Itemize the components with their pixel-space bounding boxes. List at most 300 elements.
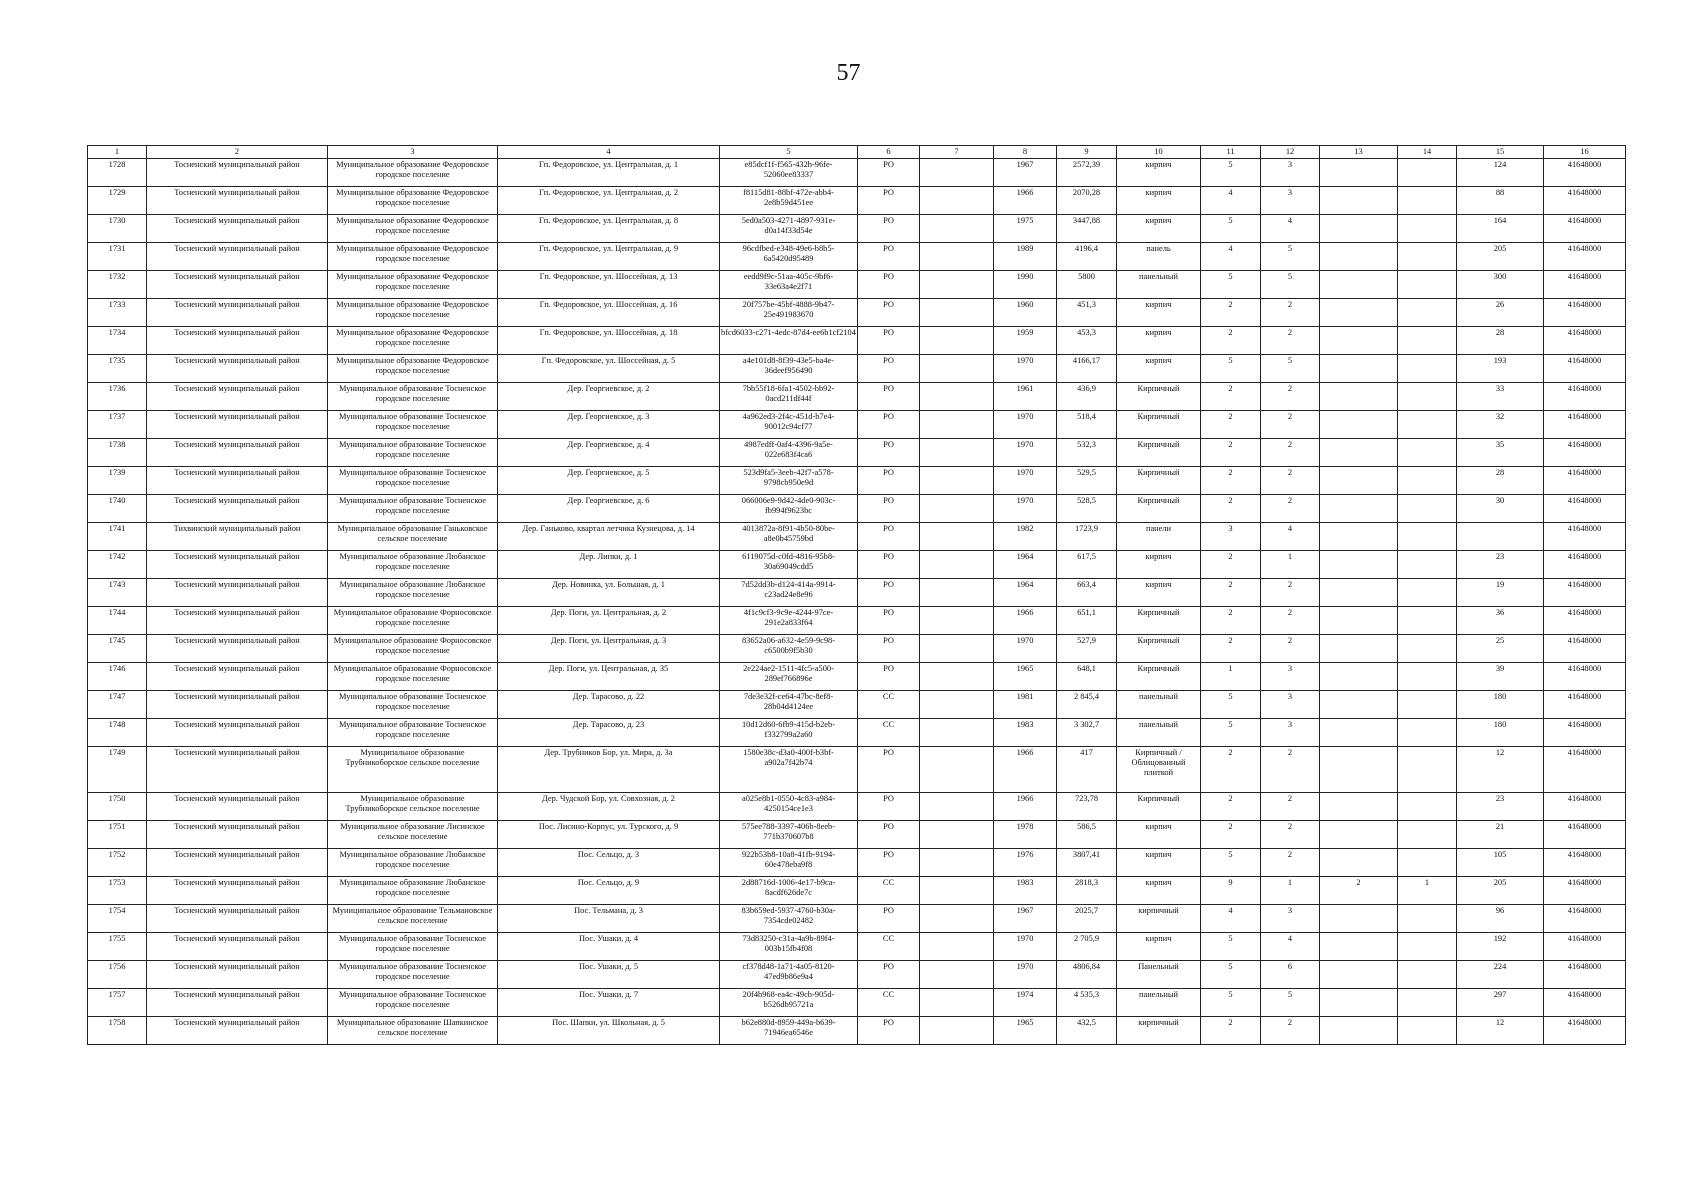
table-cell: [1398, 663, 1457, 691]
table-cell: Гп. Федоровское, ул. Шоссейная, д. 18: [498, 327, 720, 355]
table-cell: 2: [1201, 299, 1261, 327]
table-cell: кирпич: [1117, 159, 1201, 187]
table-cell: [1398, 355, 1457, 383]
table-cell: 1982: [994, 523, 1057, 551]
table-cell: 297: [1457, 989, 1544, 1017]
table-cell: Муниципальное образование Федоровское городское поселение: [328, 327, 498, 355]
table-cell: 2070,28: [1057, 187, 1117, 215]
table-cell: Гп. Федоровское, ул. Шоссейная, д. 16: [498, 299, 720, 327]
table-cell: 1758: [88, 1017, 147, 1045]
table-cell: 2025,7: [1057, 905, 1117, 933]
table-cell: РО: [858, 299, 920, 327]
table-cell: Тосненский муниципальный район: [147, 243, 328, 271]
table-cell: 1: [1261, 877, 1320, 905]
table-cell: РО: [858, 327, 920, 355]
table-cell: 1964: [994, 579, 1057, 607]
table-cell: [1320, 747, 1398, 793]
table-cell: [1320, 905, 1398, 933]
table-row: [88, 551, 1626, 579]
table-cell: 193: [1457, 355, 1544, 383]
table-cell: [920, 411, 994, 439]
table-cell: Тосненский муниципальный район: [147, 821, 328, 849]
column-header: 8: [994, 146, 1057, 159]
table-cell: 23: [1457, 551, 1544, 579]
table-row: [88, 849, 1626, 877]
table-cell: [920, 467, 994, 495]
table-cell: Тихвинский муниципальный район: [147, 523, 328, 551]
table-cell: 41648000: [1544, 691, 1626, 719]
table-cell: 1966: [994, 187, 1057, 215]
table-cell: Тосненский муниципальный район: [147, 1017, 328, 1045]
table-cell: Муниципальное образование Тосненское городское поселение: [328, 933, 498, 961]
table-cell: СС: [858, 877, 920, 905]
table-cell: [1320, 579, 1398, 607]
table-cell: 2: [1261, 821, 1320, 849]
table-cell: Муниципальное образование Федоровское городское поселение: [328, 299, 498, 327]
table-row: [88, 961, 1626, 989]
table-cell: РО: [858, 793, 920, 821]
table-cell: РО: [858, 383, 920, 411]
table-cell: Кирпичный: [1117, 411, 1201, 439]
column-header: 2: [147, 146, 328, 159]
table-cell: [1320, 989, 1398, 1017]
table-cell: 164: [1457, 215, 1544, 243]
table-cell: 1755: [88, 933, 147, 961]
table-cell: 1738: [88, 439, 147, 467]
table-cell: 532,3: [1057, 439, 1117, 467]
table-cell: [1320, 215, 1398, 243]
table-cell: Дер. Поги, ул. Центральная, д. 2: [498, 607, 720, 635]
table-cell: 1740: [88, 495, 147, 523]
table-cell: кирпич: [1117, 355, 1201, 383]
table-cell: [1320, 933, 1398, 961]
table-cell: Тосненский муниципальный район: [147, 747, 328, 793]
table-cell: 1747: [88, 691, 147, 719]
table-cell: Тосненский муниципальный район: [147, 215, 328, 243]
table-cell: 527,9: [1057, 635, 1117, 663]
table-cell: кирпич: [1117, 215, 1201, 243]
table-cell: панельный: [1117, 989, 1201, 1017]
table-cell: Муниципальное образование Трубникоборское сельское поселение: [328, 793, 498, 821]
table-cell: 19: [1457, 579, 1544, 607]
table-cell: 41648000: [1544, 793, 1626, 821]
table-cell: Пос. Ушаки, д. 7: [498, 989, 720, 1017]
table-cell: 1739: [88, 467, 147, 495]
table-cell: 83652a06-a632-4e59-9c98-c6500b9f5b30: [720, 635, 858, 663]
table-cell: 41648000: [1544, 933, 1626, 961]
table-cell: [920, 551, 994, 579]
table-cell: СС: [858, 691, 920, 719]
table-cell: Пос. Шапки, ул. Школьная, д. 5: [498, 1017, 720, 1045]
table-cell: Гп. Федоровское, ул. Шоссейная, д. 13: [498, 271, 720, 299]
table-cell: 3: [1261, 663, 1320, 691]
table-cell: панельный: [1117, 691, 1201, 719]
table-cell: РО: [858, 271, 920, 299]
table-cell: 41648000: [1544, 215, 1626, 243]
table-cell: 922b53b8-10a8-41fb-9194-60e478eba9f8: [720, 849, 858, 877]
table-cell: Муниципальное образование Тосненское городское поселение: [328, 961, 498, 989]
table-cell: 4196,4: [1057, 243, 1117, 271]
table-cell: 3447,88: [1057, 215, 1117, 243]
table-cell: панели: [1117, 523, 1201, 551]
table-cell: 9: [1201, 877, 1261, 905]
table-cell: 586,5: [1057, 821, 1117, 849]
table-cell: Тосненский муниципальный район: [147, 989, 328, 1017]
table-cell: b62e880d-8959-449a-b639-71946ea6546e: [720, 1017, 858, 1045]
table-cell: 2: [1201, 607, 1261, 635]
table-cell: 1974: [994, 989, 1057, 1017]
table-row: [88, 411, 1626, 439]
table-cell: 3: [1201, 523, 1261, 551]
table-cell: [1398, 989, 1457, 1017]
table-cell: 12: [1457, 1017, 1544, 1045]
table-cell: кирпич: [1117, 551, 1201, 579]
table-cell: 3: [1261, 719, 1320, 747]
table-cell: [1320, 439, 1398, 467]
table-cell: 453,3: [1057, 327, 1117, 355]
table-cell: [1320, 849, 1398, 877]
table-cell: 651,1: [1057, 607, 1117, 635]
table-cell: 205: [1457, 877, 1544, 905]
table-cell: 41648000: [1544, 299, 1626, 327]
column-header: 3: [328, 146, 498, 159]
table-cell: 1966: [994, 607, 1057, 635]
table-cell: Тосненский муниципальный район: [147, 355, 328, 383]
table-cell: 1757: [88, 989, 147, 1017]
table-cell: 1580e38c-d3a0-400f-b3bf-a902a7f42b74: [720, 747, 858, 793]
table-cell: 41648000: [1544, 579, 1626, 607]
table-cell: Дер. Поги, ул. Центральная, д. 3: [498, 635, 720, 663]
table-cell: Муниципальное образование Федоровское городское поселение: [328, 187, 498, 215]
table-cell: 180: [1457, 719, 1544, 747]
table-cell: [1398, 747, 1457, 793]
table-cell: 723,78: [1057, 793, 1117, 821]
table-cell: 5: [1201, 691, 1261, 719]
table-cell: Дер. Георгиевское, д. 3: [498, 411, 720, 439]
table-row: [88, 159, 1626, 187]
table-cell: 1989: [994, 243, 1057, 271]
table-cell: Дер. Чудской Бор, ул. Совхозная, д. 2: [498, 793, 720, 821]
column-header: 12: [1261, 146, 1320, 159]
table-cell: [1320, 243, 1398, 271]
table-cell: [1320, 383, 1398, 411]
table-cell: 41648000: [1544, 1017, 1626, 1045]
table-cell: 2 845,4: [1057, 691, 1117, 719]
table-cell: 2: [1261, 849, 1320, 877]
table-cell: кирпич: [1117, 821, 1201, 849]
table-cell: [920, 215, 994, 243]
table-cell: 28: [1457, 327, 1544, 355]
table-cell: 1728: [88, 159, 147, 187]
table-cell: 1: [1201, 663, 1261, 691]
table-cell: 1733: [88, 299, 147, 327]
table-cell: 224: [1457, 961, 1544, 989]
table-cell: [920, 271, 994, 299]
table-cell: 1976: [994, 849, 1057, 877]
table-cell: 2572,39: [1057, 159, 1117, 187]
table-cell: 1: [1398, 877, 1457, 905]
table-cell: РО: [858, 187, 920, 215]
table-cell: 41648000: [1544, 961, 1626, 989]
table-cell: 4987edff-0af4-4396-9a5e-022e683f4ca6: [720, 439, 858, 467]
table-cell: 1964: [994, 551, 1057, 579]
table-cell: 1990: [994, 271, 1057, 299]
table-cell: 2: [1320, 877, 1398, 905]
table-cell: a025e8b1-0550-4c83-a984-4250154ce1e3: [720, 793, 858, 821]
table-cell: Муниципальное образование Федоровское городское поселение: [328, 355, 498, 383]
table-cell: Пос. Ушаки, д. 4: [498, 933, 720, 961]
table-row: [88, 467, 1626, 495]
table-cell: [1398, 821, 1457, 849]
table-cell: 523d9fa5-3eeb-42f7-a578-9798cb950e9d: [720, 467, 858, 495]
table-cell: 4a962ed3-2f4c-451d-b7e4-90012c94cf77: [720, 411, 858, 439]
table-cell: [920, 299, 994, 327]
table-cell: 20f4b968-ea4c-49cb-905d-b526db95721a: [720, 989, 858, 1017]
table-cell: [920, 607, 994, 635]
table-cell: 1752: [88, 849, 147, 877]
table-cell: 528,5: [1057, 495, 1117, 523]
table-cell: 1: [1261, 551, 1320, 579]
table-cell: [1320, 551, 1398, 579]
table-cell: [920, 905, 994, 933]
table-row: [88, 579, 1626, 607]
table-cell: 2: [1201, 747, 1261, 793]
table-cell: 1975: [994, 215, 1057, 243]
table-cell: 41648000: [1544, 355, 1626, 383]
table-cell: 1960: [994, 299, 1057, 327]
table-cell: [920, 961, 994, 989]
table-cell: РО: [858, 523, 920, 551]
table-cell: 96: [1457, 905, 1544, 933]
table-cell: 25: [1457, 635, 1544, 663]
table-cell: Тосненский муниципальный район: [147, 271, 328, 299]
table-cell: Тосненский муниципальный район: [147, 663, 328, 691]
table-cell: 436,9: [1057, 383, 1117, 411]
table-cell: 2: [1261, 1017, 1320, 1045]
table-cell: 1743: [88, 579, 147, 607]
table-cell: [1398, 243, 1457, 271]
table-cell: РО: [858, 849, 920, 877]
table-cell: 1744: [88, 607, 147, 635]
table-row: [88, 271, 1626, 299]
table-cell: 4: [1261, 215, 1320, 243]
table-cell: 4166,17: [1057, 355, 1117, 383]
table-cell: [1398, 1017, 1457, 1045]
table-cell: 2: [1261, 467, 1320, 495]
table-cell: 41648000: [1544, 635, 1626, 663]
table-cell: 1983: [994, 877, 1057, 905]
table-cell: 1732: [88, 271, 147, 299]
table-cell: 5ed0a503-4271-4897-931e-d0a14f33d54e: [720, 215, 858, 243]
table-cell: 5: [1201, 719, 1261, 747]
table-cell: [920, 1017, 994, 1045]
table-cell: Тосненский муниципальный район: [147, 691, 328, 719]
table-cell: Дер. Георгиевское, д. 5: [498, 467, 720, 495]
table-cell: Гп. Федоровское, ул. Шоссейная, д. 5: [498, 355, 720, 383]
table-cell: 2: [1261, 579, 1320, 607]
table-cell: 1750: [88, 793, 147, 821]
column-header: 4: [498, 146, 720, 159]
table-cell: Тосненский муниципальный район: [147, 327, 328, 355]
table-cell: РО: [858, 663, 920, 691]
table-cell: 451,3: [1057, 299, 1117, 327]
table-row: [88, 989, 1626, 1017]
table-cell: 2e224ae2-1511-4fc5-a500-289ef766896e: [720, 663, 858, 691]
table-cell: 3: [1261, 187, 1320, 215]
table-cell: панельный: [1117, 271, 1201, 299]
table-cell: 2 705,9: [1057, 933, 1117, 961]
table-cell: кирпичный: [1117, 905, 1201, 933]
table-cell: [1398, 187, 1457, 215]
table-cell: 529,5: [1057, 467, 1117, 495]
table-row: [88, 383, 1626, 411]
table-cell: [920, 439, 994, 467]
table-cell: [1398, 215, 1457, 243]
table-cell: [1320, 1017, 1398, 1045]
table-cell: [920, 383, 994, 411]
table-cell: [1398, 961, 1457, 989]
table-cell: Тосненский муниципальный район: [147, 905, 328, 933]
table-cell: Гп. Федоровское, ул. Центральная, д. 8: [498, 215, 720, 243]
table-cell: Пос. Тельмана, д. 3: [498, 905, 720, 933]
table-cell: e85dcf1f-f565-432b-96fe-52060ee83337: [720, 159, 858, 187]
table-cell: Тосненский муниципальный район: [147, 495, 328, 523]
table-cell: 192: [1457, 933, 1544, 961]
table-cell: РО: [858, 243, 920, 271]
table-cell: РО: [858, 635, 920, 663]
table-cell: 1970: [994, 635, 1057, 663]
table-cell: 5800: [1057, 271, 1117, 299]
table-cell: 1746: [88, 663, 147, 691]
table-cell: 4: [1261, 933, 1320, 961]
table-cell: 1970: [994, 961, 1057, 989]
table-cell: 4f1c9cf3-9c9e-4244-97ce-291e2a833f64: [720, 607, 858, 635]
table-cell: Кирпичный: [1117, 383, 1201, 411]
table-cell: РО: [858, 495, 920, 523]
table-cell: Тосненский муниципальный район: [147, 719, 328, 747]
table-cell: 1965: [994, 663, 1057, 691]
table-cell: Муниципальное образование Любанское городское поселение: [328, 579, 498, 607]
table-cell: Гп. Федоровское, ул. Центральная, д. 2: [498, 187, 720, 215]
table-cell: 26: [1457, 299, 1544, 327]
table-row: [88, 719, 1626, 747]
column-header: 6: [858, 146, 920, 159]
table-cell: 41648000: [1544, 159, 1626, 187]
table-cell: 1981: [994, 691, 1057, 719]
table-row: [88, 821, 1626, 849]
table-cell: РО: [858, 215, 920, 243]
table-cell: 2: [1261, 439, 1320, 467]
table-cell: Муниципальное образование Шапкинское сельское поселение: [328, 1017, 498, 1045]
table-cell: 2: [1201, 579, 1261, 607]
table-row: [88, 635, 1626, 663]
table-cell: 2: [1201, 793, 1261, 821]
table-cell: 1731: [88, 243, 147, 271]
table-cell: 7d52dd3b-d124-414a-9914-c23ad24e8e96: [720, 579, 858, 607]
table-row: [88, 663, 1626, 691]
table-row: [88, 607, 1626, 635]
table-cell: 36: [1457, 607, 1544, 635]
table-cell: 2: [1201, 1017, 1261, 1045]
table-cell: bfcd6033-c271-4edc-87d4-ee6b1cf2104: [720, 327, 858, 355]
table-cell: [1398, 933, 1457, 961]
table-cell: 1970: [994, 439, 1057, 467]
table-cell: 5: [1201, 961, 1261, 989]
table-cell: 6119075d-c0fd-4816-95b8-30a69049cdd5: [720, 551, 858, 579]
table-cell: 2: [1261, 495, 1320, 523]
table-cell: 1970: [994, 467, 1057, 495]
table-body: [88, 159, 1626, 1045]
table-cell: [920, 187, 994, 215]
housing-registry-table: [87, 145, 1626, 1045]
table-cell: 1753: [88, 877, 147, 905]
table-cell: [1320, 495, 1398, 523]
table-cell: СС: [858, 719, 920, 747]
table-cell: [1398, 607, 1457, 635]
table-cell: 1723,9: [1057, 523, 1117, 551]
table-cell: 83b659ed-5937-4760-b30a-7354cde02482: [720, 905, 858, 933]
table-cell: [1320, 793, 1398, 821]
table-cell: кирпич: [1117, 187, 1201, 215]
table-cell: [1320, 299, 1398, 327]
table-cell: 3: [1261, 691, 1320, 719]
table-cell: [920, 719, 994, 747]
table-cell: 21: [1457, 821, 1544, 849]
table-cell: [920, 159, 994, 187]
table-cell: [920, 355, 994, 383]
table-cell: 5: [1261, 271, 1320, 299]
table-cell: 2: [1261, 411, 1320, 439]
table-row: [88, 793, 1626, 821]
table-row: [88, 439, 1626, 467]
column-header: 14: [1398, 146, 1457, 159]
table-cell: [1398, 905, 1457, 933]
table-cell: 41648000: [1544, 663, 1626, 691]
table-cell: 2: [1201, 551, 1261, 579]
table-cell: 1965: [994, 1017, 1057, 1045]
table-cell: Дер. Георгиевское, д. 6: [498, 495, 720, 523]
table-cell: 41648000: [1544, 243, 1626, 271]
table-cell: Муниципальное образование Форносовское городское поселение: [328, 635, 498, 663]
table-cell: [1398, 271, 1457, 299]
column-header: 16: [1544, 146, 1626, 159]
table-cell: [1398, 691, 1457, 719]
table-cell: Дер. Новинка, ул. Большая, д. 1: [498, 579, 720, 607]
table-cell: 2: [1261, 299, 1320, 327]
table-cell: 5: [1201, 159, 1261, 187]
column-header: 1: [88, 146, 147, 159]
table-cell: [1398, 635, 1457, 663]
table-cell: 648,1: [1057, 663, 1117, 691]
table-cell: [1398, 411, 1457, 439]
table-cell: [1398, 579, 1457, 607]
table-cell: [1320, 327, 1398, 355]
table-cell: 1745: [88, 635, 147, 663]
table-cell: Тосненский муниципальный район: [147, 383, 328, 411]
table-cell: Тосненский муниципальный район: [147, 933, 328, 961]
table-cell: Дер. Георгиевское, д. 2: [498, 383, 720, 411]
table-cell: Пос. Ушаки, д. 5: [498, 961, 720, 989]
table-cell: 3: [1261, 905, 1320, 933]
table-cell: 7de3e32f-ce64-47bc-8ef8-28b04d4124ee: [720, 691, 858, 719]
table-cell: 2: [1201, 495, 1261, 523]
table-cell: РО: [858, 411, 920, 439]
table-cell: Пос. Сельцо, д. 9: [498, 877, 720, 905]
table-cell: 2: [1261, 607, 1320, 635]
table-cell: Муниципальное образование Любанское городское поселение: [328, 849, 498, 877]
table-cell: 1754: [88, 905, 147, 933]
table-cell: [920, 579, 994, 607]
